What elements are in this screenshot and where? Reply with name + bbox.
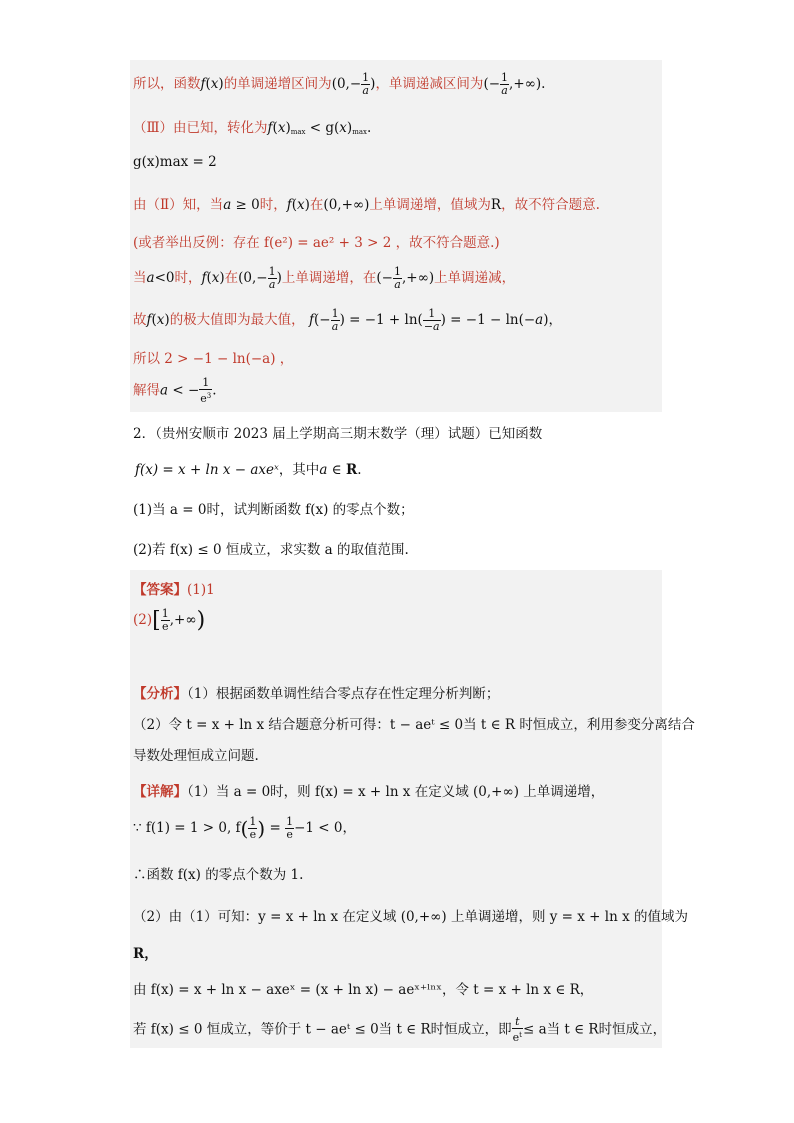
line-case-a-neg: 当a<0时，f(x)在(0,− $\frac{1}{a}$ )上单调递增，在(− $\frac{1}{a}$ ,+∞)上单调递减， [133,265,516,291]
detail-line-1: 【详解】（1）当 a = 0时，则 f(x) = x + ln x 在定义域 (0,+∞) 上单调递增， [133,784,605,800]
solution-block-bottom [130,570,662,1048]
line-result: 解得a < − $\frac{1}{e^3}$ . [133,376,217,405]
detail-line-2: ∵ f(1) = 1 > 0, f( $\frac{1}{e}$ ) = $\frac{1}{e}$ −1 < 0， [133,815,356,841]
answer-line-1: 【答案】(1)1 [133,582,215,598]
line-monotonic-intervals: 所以，函数f(x)的单调递增区间为(0,− $\frac{1}{a}$ )，单调递减区间为(− $\frac{1}{a}$ ,+∞). [133,71,546,97]
answer-line-2: (2)[ $\frac{1}{e}$ ,+∞) [133,607,206,633]
detail-line-6: 由 f(x) = x + ln x − axeˣ = (x + ln x) − aeˣ⁺ˡⁿˣ，令 t = x + ln x ∈ R， [133,982,594,998]
detail-line-4: （2）由（1）可知：y = x + ln x 在定义域 (0,+∞) 上单调递增，则 y = x + ln x 的值域为 [133,909,688,925]
analysis-line-3: 导数处理恒成立问题. [133,748,259,764]
line-case-a-nonneg: 由（Ⅱ）知，当a ≥ 0时，f(x)在(0,+∞)上单调递增，值域为R，故不符合题意. [133,197,600,213]
analysis-line-2: （2）令 t = x + ln x 结合题意分析可得：t − aeᵗ ≤ 0当 t ∈ R 时恒成立，利用参变分离结合 [133,717,695,733]
question-1: (1)当 a = 0时，试判断函数 f(x) 的零点个数； [133,502,414,518]
line-gmax: g(x)max = 2 [133,154,217,170]
detail-line-7: 若 f(x) ≤ 0 恒成立，等价于 t − aeᵗ ≤ 0当 t ∈ R时恒成立，即 $\frac{t}{e^t}$ ≤ a当 t ∈ R时恒成立， [133,1015,667,1044]
line-max-value: 故f(x)的极大值即为最大值， f(− $\frac{1}{a}$ ) = −1 + ln( $\frac{1}{-a}$ ) = −1 − ln(−a)， [133,307,562,333]
line-inequality: 所以 2 > −1 − ln(−a) ， [133,351,294,367]
analysis-line-1: 【分析】（1）根据函数单调性结合零点存在性定理分析判断； [133,686,500,702]
detail-line-3: ∴函数 f(x) 的零点个数为 1. [133,867,304,883]
line-part3-intro: （Ⅲ）由已知，转化为$f(x)_{max} < g(x)_{max}$. [133,120,372,136]
line-counterexample: (或者举出反例：存在 f(e²) = ae² + 3 > 2 ，故不符合题意.) [133,235,500,251]
detail-line-5: R， [133,946,158,962]
question-2: (2)若 f(x) ≤ 0 恒成立，求实数 a 的取值范围. [133,542,409,558]
problem-function: f(x) = x + ln x − axeˣ，其中a ∈ R. [135,462,362,478]
problem-title: 2．（贵州安顺市 2023 届上学期高三期末数学（理）试题）已知函数 [133,426,543,442]
